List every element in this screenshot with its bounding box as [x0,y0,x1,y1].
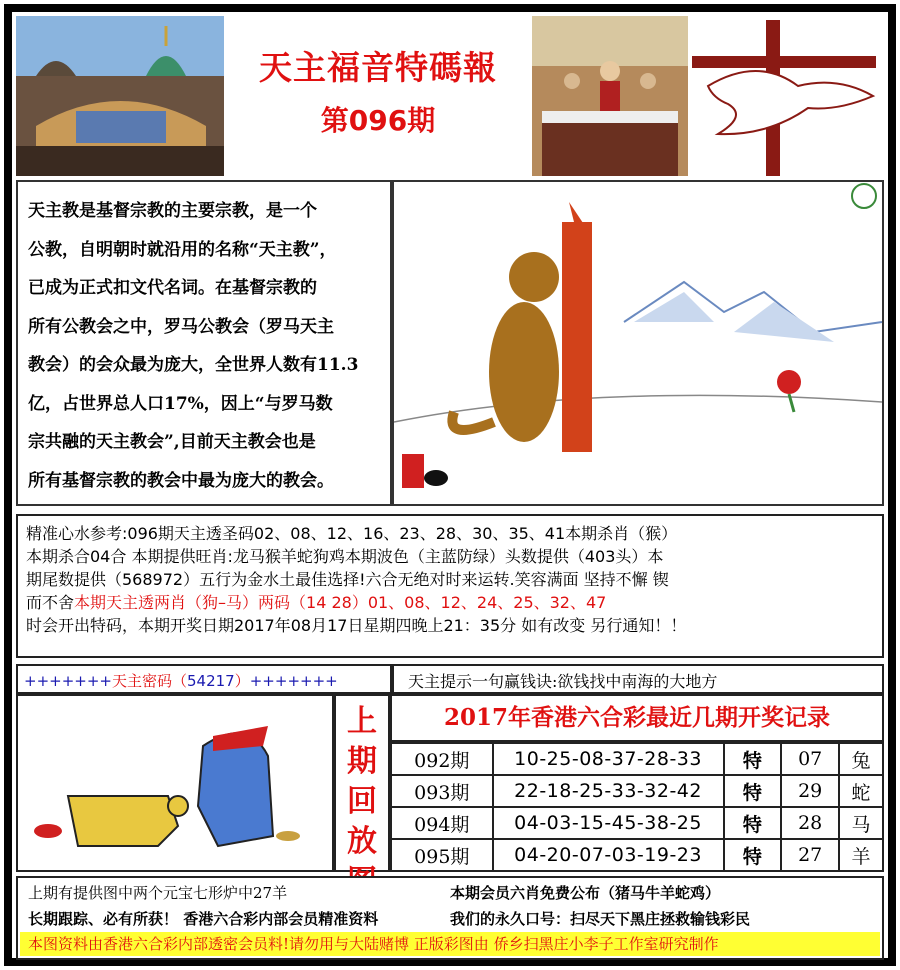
secret-code: 54217 [187,672,235,690]
issue-cell: 094期 [391,807,493,839]
forecast-highlight: 本期天主透两肖（狗–马）两码（14 28）01、08、12、24、25、32、47 [74,593,607,612]
replay-illustration [16,694,334,872]
intro-line: 宗共融的天主教会”,目前天主教会也是 [28,432,316,452]
intro-line: 所有公教会之中，罗马公教会（罗马天主 [28,316,334,337]
zodiac-cell: 马 [839,807,883,839]
numbers-cell: 04-03-15-45-38-25 [493,807,724,839]
footer-section [16,876,884,960]
footer-left: 上期有提供图中两个元宝七形炉中27羊 [28,884,288,902]
intro-line: 教会）的会众最为庞大，全世界人数有11.3 [28,355,359,375]
special-cell: 27 [781,839,839,871]
intro-line: 公教，自明朝时就沿用的名称“天主教”， [28,239,337,260]
replay-char: 上 [347,704,377,739]
forecast-section [16,514,884,658]
zodiac-cell: 蛇 [839,775,883,807]
footer-line [28,880,872,906]
forecast-line: 时会开出特码，本期开奖日期2017年08月17日星期四晚上21：35分 如有改变 另行通知！！ [26,616,687,635]
footer-line [28,906,872,932]
intro-line: 所有基督宗教的教会中最为庞大的教会。 [28,470,334,491]
title-block [224,16,532,176]
special-cell: 29 [781,775,839,807]
intro-text [16,180,392,506]
footer-left: 长期跟踪、必有所获！ 香港六合彩内部会员精准资料 [28,910,379,928]
intro-line: 亿，占世界总人口17%，因上“与罗马数 [28,393,333,414]
cross-dove-icon [688,16,884,176]
numbers-cell: 04-20-07-03-19-23 [493,839,724,871]
plus-left: +++++++ [24,672,112,690]
table-row [391,839,883,871]
forecast-line: 期尾数提供（568972）五行为金水土最佳选择!六合无绝对时来运转.笑容满面 坚持不懈 锲 [26,570,669,589]
special-cell: 28 [781,807,839,839]
table-row [391,775,883,807]
last-supper-painting [532,16,688,176]
te-cell: 特 [724,839,782,871]
te-cell: 特 [724,807,782,839]
replay-char: 期 [347,744,377,779]
forecast-line: 精准心水参考:096期天主透圣码02、08、12、16、23、28、30、35、41本期杀肖（猴） [26,524,678,543]
church-photo [16,16,224,176]
issue-cell: 092期 [391,743,493,775]
footer-right: 本期会员六肖免费公布（猪马牛羊蛇鸡） [450,884,721,902]
special-cell: 07 [781,743,839,775]
issue-number: 第096期 [320,104,436,137]
plus-right: +++++++ [249,672,338,690]
te-cell: 特 [724,775,782,807]
records-table [390,742,884,872]
issue-cell: 095期 [391,839,493,871]
forecast-line: 本期杀合04合 本期提供旺肖:龙马猴羊蛇狗鸡本期波色（主蓝防绿）头数提供（403头）本 [26,547,664,566]
footer-right: 我们的永久口号：扫尽天下黑庄拯救输钱彩民 [450,910,751,928]
intro-line: 已成为正式扣文代名词。在基督宗教的 [28,278,317,298]
issue-cell: 093期 [391,775,493,807]
table-row [391,807,883,839]
intro-line: 天主教是基督宗教的主要宗教，是一个 [28,201,317,221]
te-cell: 特 [724,743,782,775]
forecast-line [26,591,874,614]
numbers-cell: 10-25-08-37-28-33 [493,743,724,775]
replay-char: 放 [347,824,377,859]
forecast-prefix: 而不舍 [26,593,75,612]
zodiac-cell: 羊 [839,839,883,871]
cartoon-rat-illustration [392,180,884,506]
code-label-end: ） [234,672,250,690]
code-label: 天主密码（ [111,672,187,690]
table-row [391,743,883,775]
footer-banner: 本图资料由香港六合彩内部透密会员料!请勿用与大陆赌博 正版彩图由 侨乡扫黑庄小李子工作室研究制作 [20,932,880,956]
replay-label [334,694,390,872]
zodiac-cell: 兔 [839,743,883,775]
records-title: 2017年香港六合彩最近几期开奖记录 [390,694,884,742]
secret-code-bar [16,664,392,694]
replay-char: 回 [347,784,377,819]
hint-text: 天主提示一句赢钱诀:欲钱找中南海的大地方 [392,664,884,694]
page-title: 天主福音特碼報 [259,48,497,87]
numbers-cell: 22-18-25-33-32-42 [493,775,724,807]
